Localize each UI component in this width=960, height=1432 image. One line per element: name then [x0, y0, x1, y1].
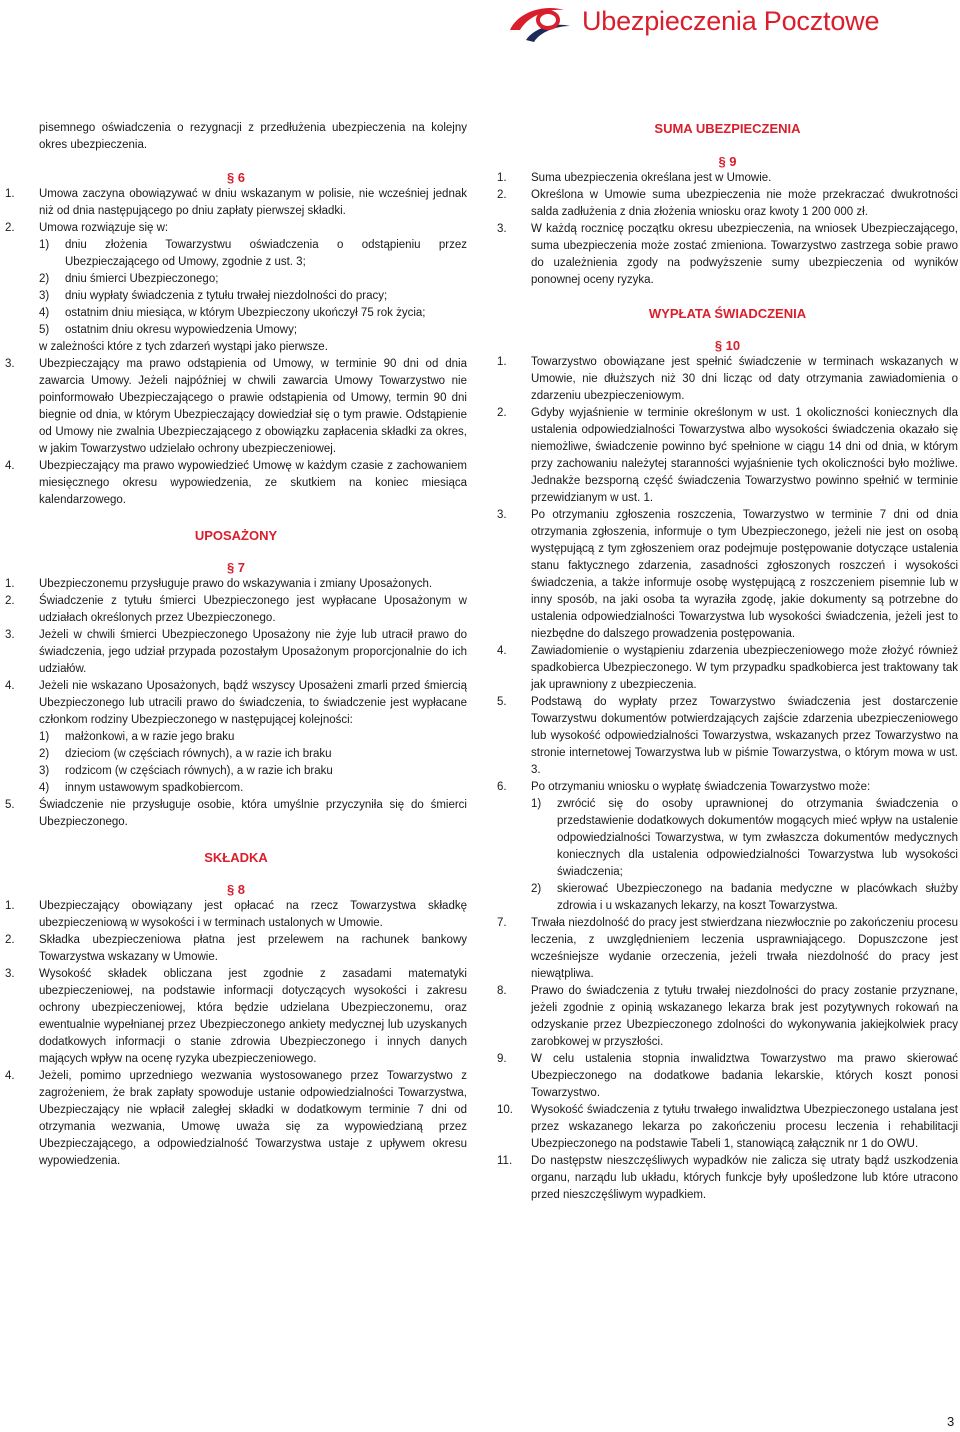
page-number: 3 — [947, 1414, 955, 1429]
p7-item-1: 1. Ubezpieczonemu przysługuje prawo do wskazywania i zmiany Uposażonych. — [5, 578, 433, 590]
p10-item-3: 3. Po otrzymaniu zgłoszenia roszczenia, Towarzystwo w terminie 7 dni od dnia otrzymania zgłoszenia, informuje o tym Ubezpieczonego, jeżeli nie jest on osobą występującą z tym zgłoszeniem oraz podejmuje postępowanie dotyczące ustalenia stanu faktycznego zdarzenia, zasadności zgłoszonych roszczeń i wysokości świadczenia, a także informuje osobę występującą z roszczeniem pisemnie lub w inny sposób, na jaki osoba ta wyraziła zgodę, jakie dokumenty są potrzebne do ustalenia odpowiedzialności Towarzystwa lub wysokości świadczenia, jeżeli jest to niezbędne do dalszego prowadzenia postępowania. — [497, 509, 958, 640]
p10-sub-1: 1) zwrócić się do osoby uprawnionej do otrzymania świadczenia o przedstawienie dodatkowych dokumentów mogących mieć wpływ na ustalenie odpowiedzialności Towarzystwa, w tym zwłaszcza dokumentów medycznych koniecznych dla ustalenia odpowiedzialności Towarzystwa lub wysokości świadczenia; — [531, 798, 958, 878]
p7-item-4: 4. Jeżeli nie wskazano Uposażonych, bądź wszyscy Uposażeni zmarli przed śmiercią Ubezpieczonego lub utracili prawo do świadczenia, to świadczenie jest wypłacane członkom rodziny Ubezpieczonego w następującej kolejności: 1) małżonkowi, a w razie jego braku 2) dzieciom (w częściach równych), a w razie ich braku 3) rodzicom (w częściach równych), a w razie ich braku 4) innym ustawowym spadkobiercom. — [5, 678, 467, 797]
p8-item-4: 4. Jeżeli, pomimo uprzedniego wezwania wystosowanego przez Towarzystwo z zagrożeniem, że brak zapłaty spowoduje ustanie odpowiedzialności Towarzystwa, Ubezpieczający nie wpłacił zaległej składki w dodatkowym terminie 7 dni od otrzymania wezwania, Umowę uważa się za wypowiedzianą przez Ubezpieczającego, a odpowiedzialność Towarzystwa ustaje z upływem okresu wypowiedzenia. — [5, 1070, 467, 1167]
p6-item-3: 3. Ubezpieczający ma prawo odstąpienia od Umowy, w terminie 90 dni od dnia zawarcia Umowy. Jeżeli najpóźniej w chwili zawarcia Umowy Towarzystwo nie poinformowało Ubezpieczającego o prawie odstąpienia od Umowy, termin 90 dni biegnie od dnia, w którym Ubezpieczający dowiedział się o tym prawie. Odstąpienie od Umowy nie zwalnia Ubezpieczającego z obowiązku zapłacenia składki za okres, w jakim Towarzystwo udzielało ochrony ubezpieczeniowej. — [5, 358, 467, 455]
paragraph-10-number: § 10 — [714, 338, 741, 353]
p6-sub-3: 3) dniu wypłaty świadczenia z tytułu trwałej niezdolności do pracy; — [39, 290, 388, 302]
p10-sub-2: 2) skierować Ubezpieczonego na badania medyczne w placówkach służby zdrowia i u wskazanych lekarzy, na koszt Towarzystwa. — [531, 883, 958, 912]
p9-item-3: 3. W każdą rocznicę początku okresu ubezpieczenia, na wniosek Ubezpieczającego, suma ubezpieczenia może zostać zmieniona. Towarzystwo zastrzega sobie prawo do uzależnienia zgody na podwyższenie sumy ubezpieczenia od wyników ponownej oceny ryzyka. — [497, 223, 958, 286]
p10-item-5: 5. Podstawą do wypłaty przez Towarzystwo świadczenia jest dostarczenie Towarzystwu dokumentów potwierdzających zajście zdarzenia ubezpieczeniowego lub wysokość odpowiedzialności Towarzystwa, wskazanych przez Towarzystwo na stronie internetowej Towarzystwa lub w piśmie Towarzystwa, o którym mowa w ust. 3. — [497, 696, 958, 776]
p10-item-10: 10. Wysokość świadczenia z tytułu trwałego inwalidztwa Ubezpieczonego ustalana jest przez wskazanego lekarza po zakończeniu procesu leczenia i rehabilitacji Ubezpieczonego na podstawie Tabeli 1, stanowiącą załącznik nr 1 do OWU. — [497, 1104, 958, 1150]
p10-item-4: 4. Zawiadomienie o wystąpieniu zdarzenia ubezpieczeniowego może złożyć również spadkobierca Ubezpieczonego. W tym przypadku spadkobierca jest traktowany tak jak uprawniony z ubezpieczenia. — [497, 645, 958, 691]
right-column — [497, 120, 958, 1204]
p9-item-1: 1. Suma ubezpieczenia określana jest w Umowie. — [497, 172, 772, 184]
section-title-uposazony: UPOSAŻONY — [194, 528, 278, 543]
brand-logo — [504, 0, 960, 48]
p6-item-2-after: w zależności które z tych zdarzeń wystąpi jako pierwsze. — [39, 341, 328, 353]
p6-sub-4: 4) ostatnim dniu miesiąca, w którym Ubezpieczony ukończył 75 rok życia; — [39, 307, 426, 319]
p7-item-5: 5. Świadczenie nie przysługuje osobie, która umyślnie przyczyniła się do śmierci Ubezpieczonego. — [5, 799, 467, 828]
p8-item-1: 1. Ubezpieczający obowiązany jest opłacać na rzecz Towarzystwa składkę ubezpieczeniową w wysokości i w terminach ustalonych w Umowie. — [5, 900, 467, 929]
p6-sub-1: 1) dniu złożenia Towarzystwu oświadczenia o odstąpieniu przez Ubezpieczającego od Umowy, zgodnie z ust. 3; — [39, 239, 467, 268]
p9-item-2: 2. Określona w Umowie suma ubezpieczenia nie może przekraczać dwukrotności salda zadłużenia z dnia złożenia wniosku oraz kwoty 1 200 000 zł. — [497, 189, 958, 218]
intro-text: pisemnego oświadczenia o rezygnacji z przedłużenia ubezpieczenia na kolejny okres ubezpieczenia. — [39, 122, 467, 151]
p10-item-1: 1. Towarzystwo obowiązane jest spełnić świadczenie w terminach wskazanych w Umowie, nie dłuższych niż 30 dni licząc od daty otrzymania zawiadomienia o zdarzeniu ubezpieczeniowym. — [497, 356, 958, 402]
brand-name: Ubezpieczenia Pocztowe — [582, 6, 880, 36]
p10-item-8: 8. Prawo do świadczenia z tytułu trwałej niezdolności do pracy zostanie przyznane, jeżeli zgodnie z opinią wskazanego lekarza brak jest pozytywnych rokowań na odzyskanie przez Ubezpieczonego zdolności do wykonywania jakiejkolwiek pracy zarobkowej w przyszłości. — [497, 985, 958, 1048]
p8-item-3: 3. Wysokość składek obliczana jest zgodnie z zasadami matematyki ubezpieczeniowej, na podstawie informacji dotyczących wysokości i zakresu ochrony ubezpieczeniowej, która będzie udzielana Ubezpieczonemu, oraz ewentualnie wypełnianej przez Ubezpieczonego ankiety medycznej lub uzyskanych dodatkowych informacji o stanie zdrowia Ubezpieczonego i innych danych mających wpływ na ocenę ryzyka ubezpieczeniowego. — [5, 968, 467, 1065]
p6-sub-5: 5) ostatnim dniu okresu wypowiedzenia Umowy; — [39, 324, 298, 336]
p7-sub-3: 3) rodzicom (w częściach równych), a w razie ich braku — [39, 765, 333, 777]
paragraph-7-number: § 7 — [226, 560, 246, 575]
brand-logo-icon — [504, 0, 574, 48]
p7-sub-2: 2) dzieciom (w częściach równych), a w razie ich braku — [39, 748, 332, 760]
paragraph-6-number: § 6 — [226, 170, 246, 185]
p6-sub-2: 2) dniu śmierci Ubezpieczonego; — [39, 273, 219, 285]
p7-item-2: 2. Świadczenie z tytułu śmierci Ubezpieczonego jest wypłacane Uposażonym w udziałach określonych przez Ubezpieczonego. — [5, 595, 467, 624]
p10-item-7: 7. Trwała niezdolność do pracy jest stwierdzana niezwłocznie po zakończeniu procesu leczenia, z uwzględnieniem leczenia usprawniającego. Dopuszczone jest wcześniejsze wydanie orzeczenia, jeżeli trwała niezdolność do pracy jest niewątpliwa. — [497, 917, 958, 980]
paragraph-8-number: § 8 — [226, 882, 246, 897]
p7-sub-4: 4) innym ustawowym spadkobiercom. — [39, 782, 244, 794]
p6-item-1: 1. Umowa zaczyna obowiązywać w dniu wskazanym w polisie, nie wcześniej jednak niż od dnia następującego po dniu zapłaty pierwszej składki. — [5, 188, 467, 217]
p7-item-3: 3. Jeżeli w chwili śmierci Ubezpieczonego Uposażony nie żyje lub utracił prawo do świadczenia, jego udział przypada pozostałym Uposażonym proporcjonalnie do ich udziałów. — [5, 629, 467, 675]
paragraph-9-number: § 9 — [718, 154, 737, 169]
p10-item-11: 11. Do następstw nieszczęśliwych wypadków nie zalicza się utraty bądź uszkodzenia organu, narządu lub układu, których funkcje były upośledzone lub które utracono przed nieszczęśliwym wypadkiem. — [497, 1155, 958, 1201]
p10-item-9: 9. W celu ustalenia stopnia inwalidztwa Towarzystwo ma prawo skierować Ubezpieczonego na dodatkowe badania lekarskie, których koszt ponosi Towarzystwo. — [497, 1053, 958, 1099]
section-title-wyplata: WYPŁATA ŚWIADCZENIA — [648, 306, 807, 321]
p7-sub-1: 1) małżonkowi, a w razie jego braku — [39, 731, 235, 743]
p10-item-2: 2. Gdyby wyjaśnienie w terminie określonym w ust. 1 okoliczności koniecznych dla ustalenia odpowiedzialności Towarzystwa albo wysokości świadczenia okazało się niemożliwe, świadczenie powinno być spełnione w ciągu 14 dni od dnia, w którym przy zachowaniu należytej staranności wyjaśnienie tych okoliczności było możliwe. Jednakże bezsporną część świadczenia Towarzystwo powinno spełnić w terminie przewidzianym w ust. 1. — [497, 407, 958, 504]
p8-item-2: 2. Składka ubezpieczeniowa płatna jest przelewem na rachunek bankowy Towarzystwa wskazany w Umowie. — [5, 934, 467, 963]
p6-item-4: 4. Ubezpieczający ma prawo wypowiedzieć Umowę w każdym czasie z zachowaniem miesięcznego okresu wypowiedzenia, ze skutkiem na koniec miesiąca kalendarzowego. — [5, 460, 467, 506]
section-title-skladka: SKŁADKA — [204, 850, 268, 865]
left-column — [5, 120, 467, 1170]
p10-item-6: 6. Po otrzymaniu wniosku o wypłatę świadczenia Towarzystwo może: 1) zwrócić się do osoby uprawnionej do otrzymania świadczenia o przedstawienie dodatkowych dokumentów mogących mieć wpływ na ustalenie odpowiedzialności Towarzystwa, w tym zwłaszcza dokumentów medycznych koniecznych dla ustalenia odpowiedzialności Towarzystwa lub wysokości świadczenia; 2) skierować Ubezpieczonego na badania medyczne w placówkach służby zdrowia i u wskazanych lekarzy, na koszt Towarzystwa. — [497, 779, 958, 915]
section-title-suma: SUMA UBEZPIECZENIA — [654, 121, 801, 136]
p6-item-2: 2. Umowa rozwiązuje się w: 1) dniu złożenia Towarzystwu oświadczenia o odstąpieniu przez Ubezpieczającego od Umowy, zgodnie z ust. 3; 2) dniu śmierci Ubezpieczonego; 3) dniu wypłaty świadczenia z tytułu trwałej niezdolności do pracy; 4) ostatnim dniu miesiąca, w którym Ubezpieczony ukończył 75 rok życia; 5) ostatnim dniu okresu wypowiedzenia Umowy; w zależności które z tych zdarzeń wystąpi jako pierwsze. — [5, 220, 467, 356]
